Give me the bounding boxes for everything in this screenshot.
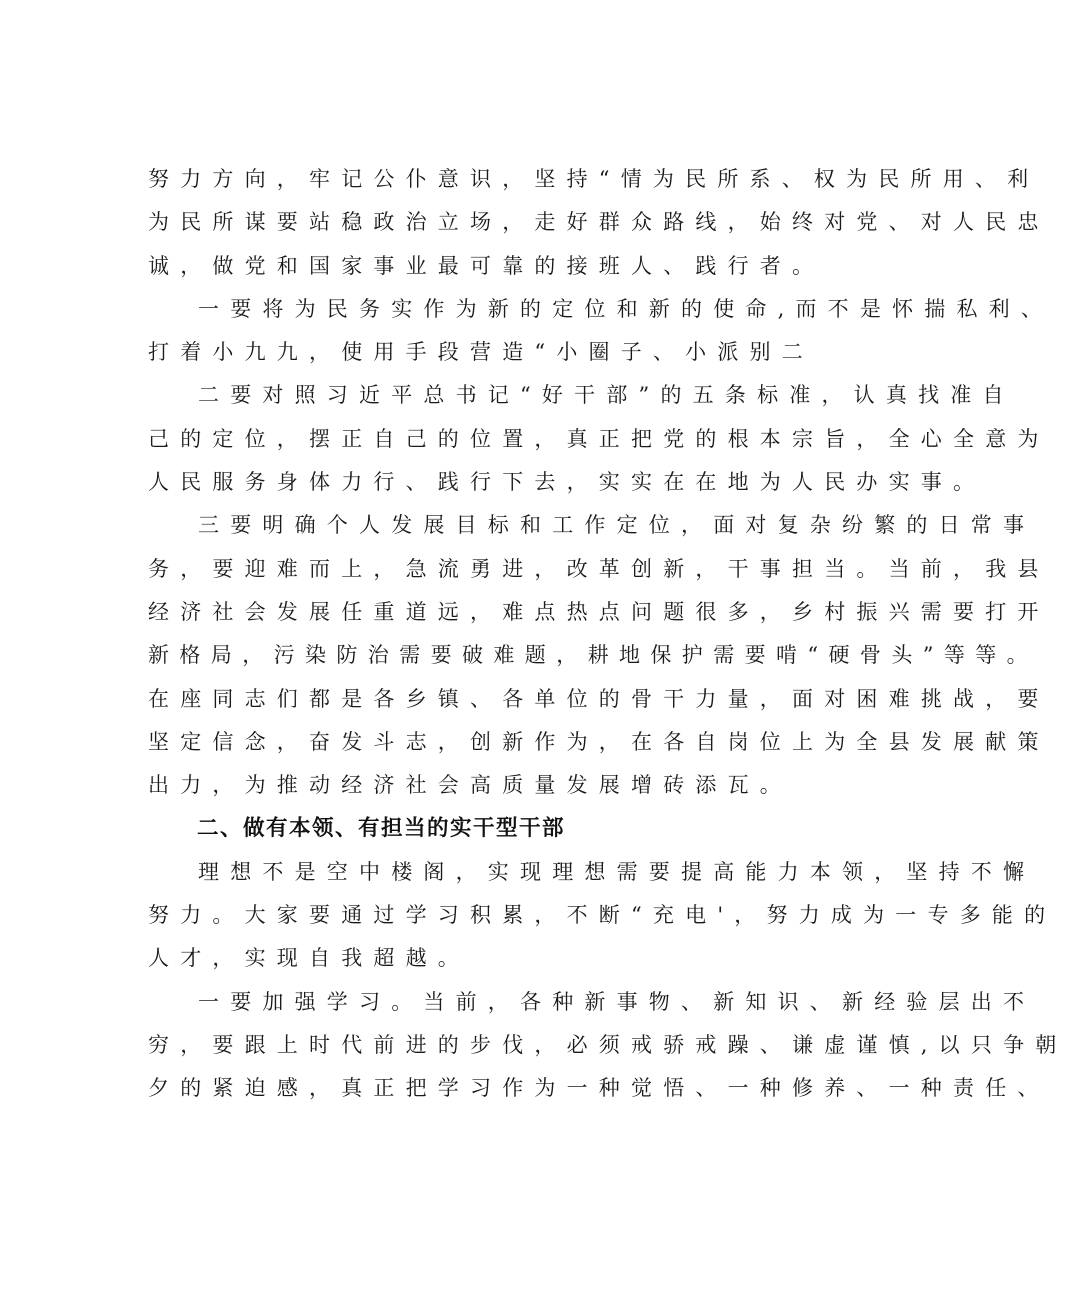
paragraph-line: 二要对照习近平总书记“好干部”的五条标准，认真找准自 — [198, 383, 1015, 408]
paragraph-line: 努力方向，牢记公仆意识，坚持“情为民所系、权为民所用、利 — [148, 167, 1040, 191]
paragraph-line: 理想不是空中楼阁，实现理想需要提高能力本领，坚持不懈 — [198, 859, 1036, 884]
paragraph-line: 穷，要跟上时代前进的步伐，必须戒骄戒躁、谦虚谨慎,以只争朝 — [148, 1032, 1067, 1057]
paragraph-line: 己的定位，摆正自己的位置，真正把党的根本宗旨，全心全意为 — [148, 426, 1050, 451]
paragraph-line: 人才，实现自我超越。 — [148, 946, 470, 971]
paragraph-line: 出力，为推动经济社会高质量发展增砖添瓦。 — [148, 773, 792, 798]
paragraph-line: 经济社会发展任重道远，难点热点问题很多，乡村振兴需要打开 — [148, 599, 1050, 624]
paragraph-line: 人民服务身体力行、践行下去，实实在在地为人民办实事。 — [148, 470, 986, 495]
paragraph-line: 夕的紧迫感，真正把学习作为一种觉悟、一种修养、一种责任、 — [148, 1076, 1050, 1101]
paragraph-line: 一要加强学习。当前，各种新事物、新知识、新经验层出不 — [198, 989, 1036, 1014]
paragraph-line: 三要明确个人发展目标和工作定位，面对复杂纷繁的日常事 — [198, 513, 1036, 538]
paragraph-line: 打着小九九，使用手段营造“小圈子、小派别二 — [148, 340, 814, 365]
paragraph-line: 一要将为民务实作为新的定位和新的使命,而不是怀揣私利、 — [198, 296, 1054, 321]
paragraph-line: 诚，做党和国家事业最可靠的接班人、践行者。 — [148, 253, 825, 278]
paragraph-line: 务，要迎难而上，急流勇进，改革创新，干事担当。当前，我县 — [148, 556, 1050, 581]
paragraph-line: 新格局，污染防治需要破难题，耕地保护需要啃“硬骨头”等等。 — [148, 643, 1039, 668]
section-heading: 二、做有本领、有担当的实干型干部 — [197, 816, 566, 842]
document-body — [148, 158, 1067, 1111]
paragraph-line: 坚定信念，奋发斗志，创新作为，在各自岗位上为全县发展献策 — [148, 729, 1050, 754]
paragraph-line: 在座同志们都是各乡镇、各单位的骨干力量，面对困难挑战，要 — [148, 686, 1050, 711]
paragraph-line: 为民所谋要站稳政治立场，走好群众路线，始终对党、对人民忠 — [148, 210, 1050, 235]
paragraph-line: 努力。大家要通过学习积累，不断“充电'，努力成为一专多能的 — [148, 903, 1057, 928]
